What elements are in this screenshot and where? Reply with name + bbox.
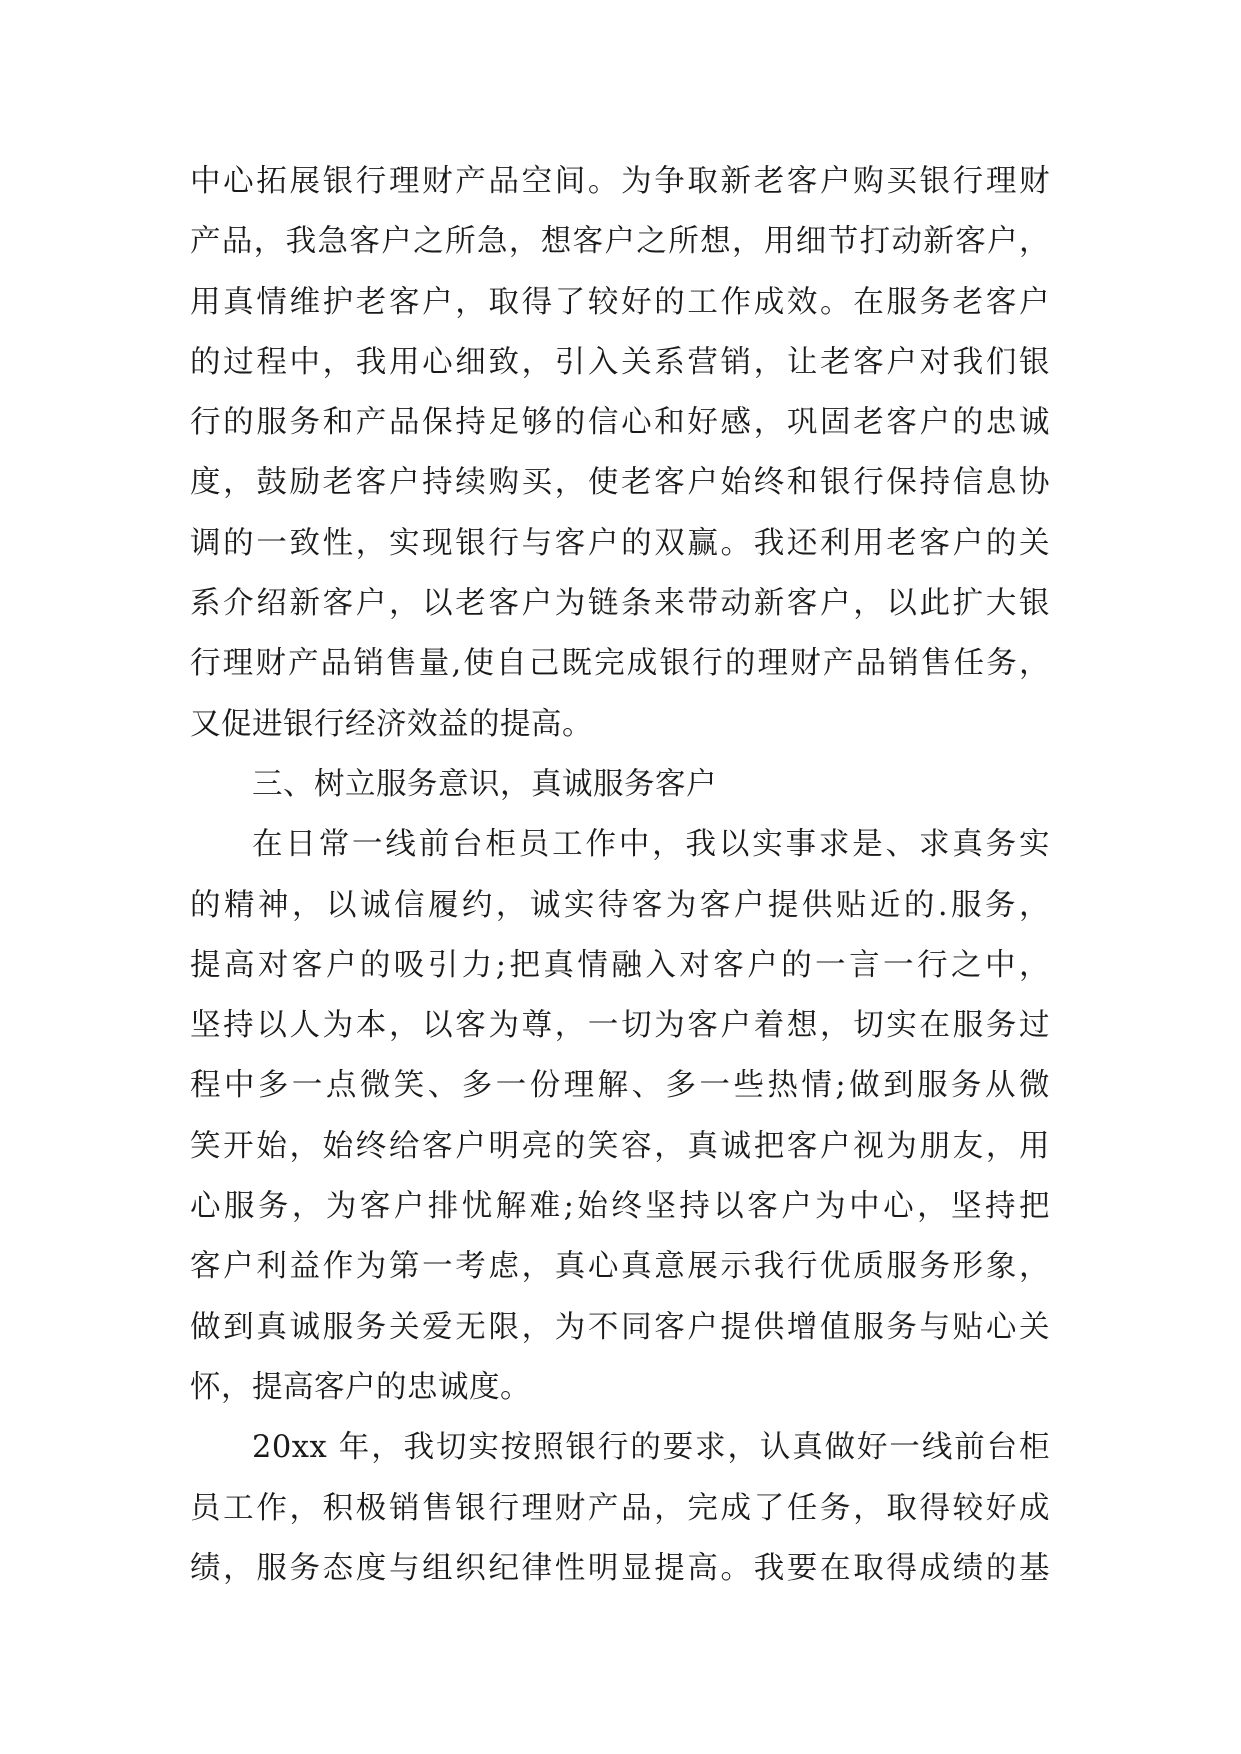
text-line: 心服务，为客户排忧解难;始终坚持以客户为中心，坚持把 [190,1189,1050,1225]
text-line: 笑开始，始终给客户明亮的笑容，真诚把客户视为朋友，用 [190,1128,1050,1164]
text-line: 坚持以人为本，以客为尊，一切为客户着想，切实在服务过 [190,1008,1050,1044]
text-line: 三、树立服务意识，真诚服务客户 [252,766,717,802]
text-line: 行的服务和产品保持足够的信心和好感，巩固老客户的忠诚 [190,405,1050,441]
text-line: 20xx 年，我切实按照银行的要求，认真做好一线前台柜 [252,1430,1050,1466]
text-line: 系介绍新客户，以老客户为链条来带动新客户，以此扩大银 [190,586,1050,622]
text-line: 产品，我急客户之所急，想客户之所想，用细节打动新客户， [190,224,1050,260]
text-line: 度，鼓励老客户持续购买，使老客户始终和银行保持信息协 [190,465,1050,501]
text-line: 调的一致性，实现银行与客户的双赢。我还利用老客户的关 [190,525,1050,561]
text-line: 的精神，以诚信履约，诚实待客为客户提供贴近的.服务， [190,887,1050,923]
text-line: 怀，提高客户的忠诚度。 [190,1369,531,1405]
text-line: 做到真诚服务关爱无限，为不同客户提供增值服务与贴心关 [190,1309,1050,1345]
text-line: 客户利益作为第一考虑，真心真意展示我行优质服务形象， [190,1249,1050,1285]
text-line: 程中多一点微笑、多一份理解、多一些热情;做到服务从微 [190,1068,1050,1104]
text-line: 用真情维护老客户，取得了较好的工作成效。在服务老客户 [190,284,1050,320]
text-line: 提高对客户的吸引力;把真情融入对客户的一言一行之中， [190,947,1050,983]
text-line: 绩，服务态度与组织纪律性明显提高。我要在取得成绩的基 [190,1550,1050,1586]
document-body [190,152,1050,1599]
text-line: 在日常一线前台柜员工作中，我以实事求是、求真务实 [252,827,1050,863]
text-line: 员工作，积极销售银行理财产品，完成了任务，取得较好成 [190,1490,1050,1526]
text-line: 又促进银行经济效益的提高。 [190,706,593,742]
text-line: 的过程中，我用心细致，引入关系营销，让老客户对我们银 [190,344,1050,380]
text-line: 行理财产品销售量,使自己既完成银行的理财产品销售任务， [190,646,1050,682]
text-line: 中心拓展银行理财产品空间。为争取新老客户购买银行理财 [190,164,1050,199]
